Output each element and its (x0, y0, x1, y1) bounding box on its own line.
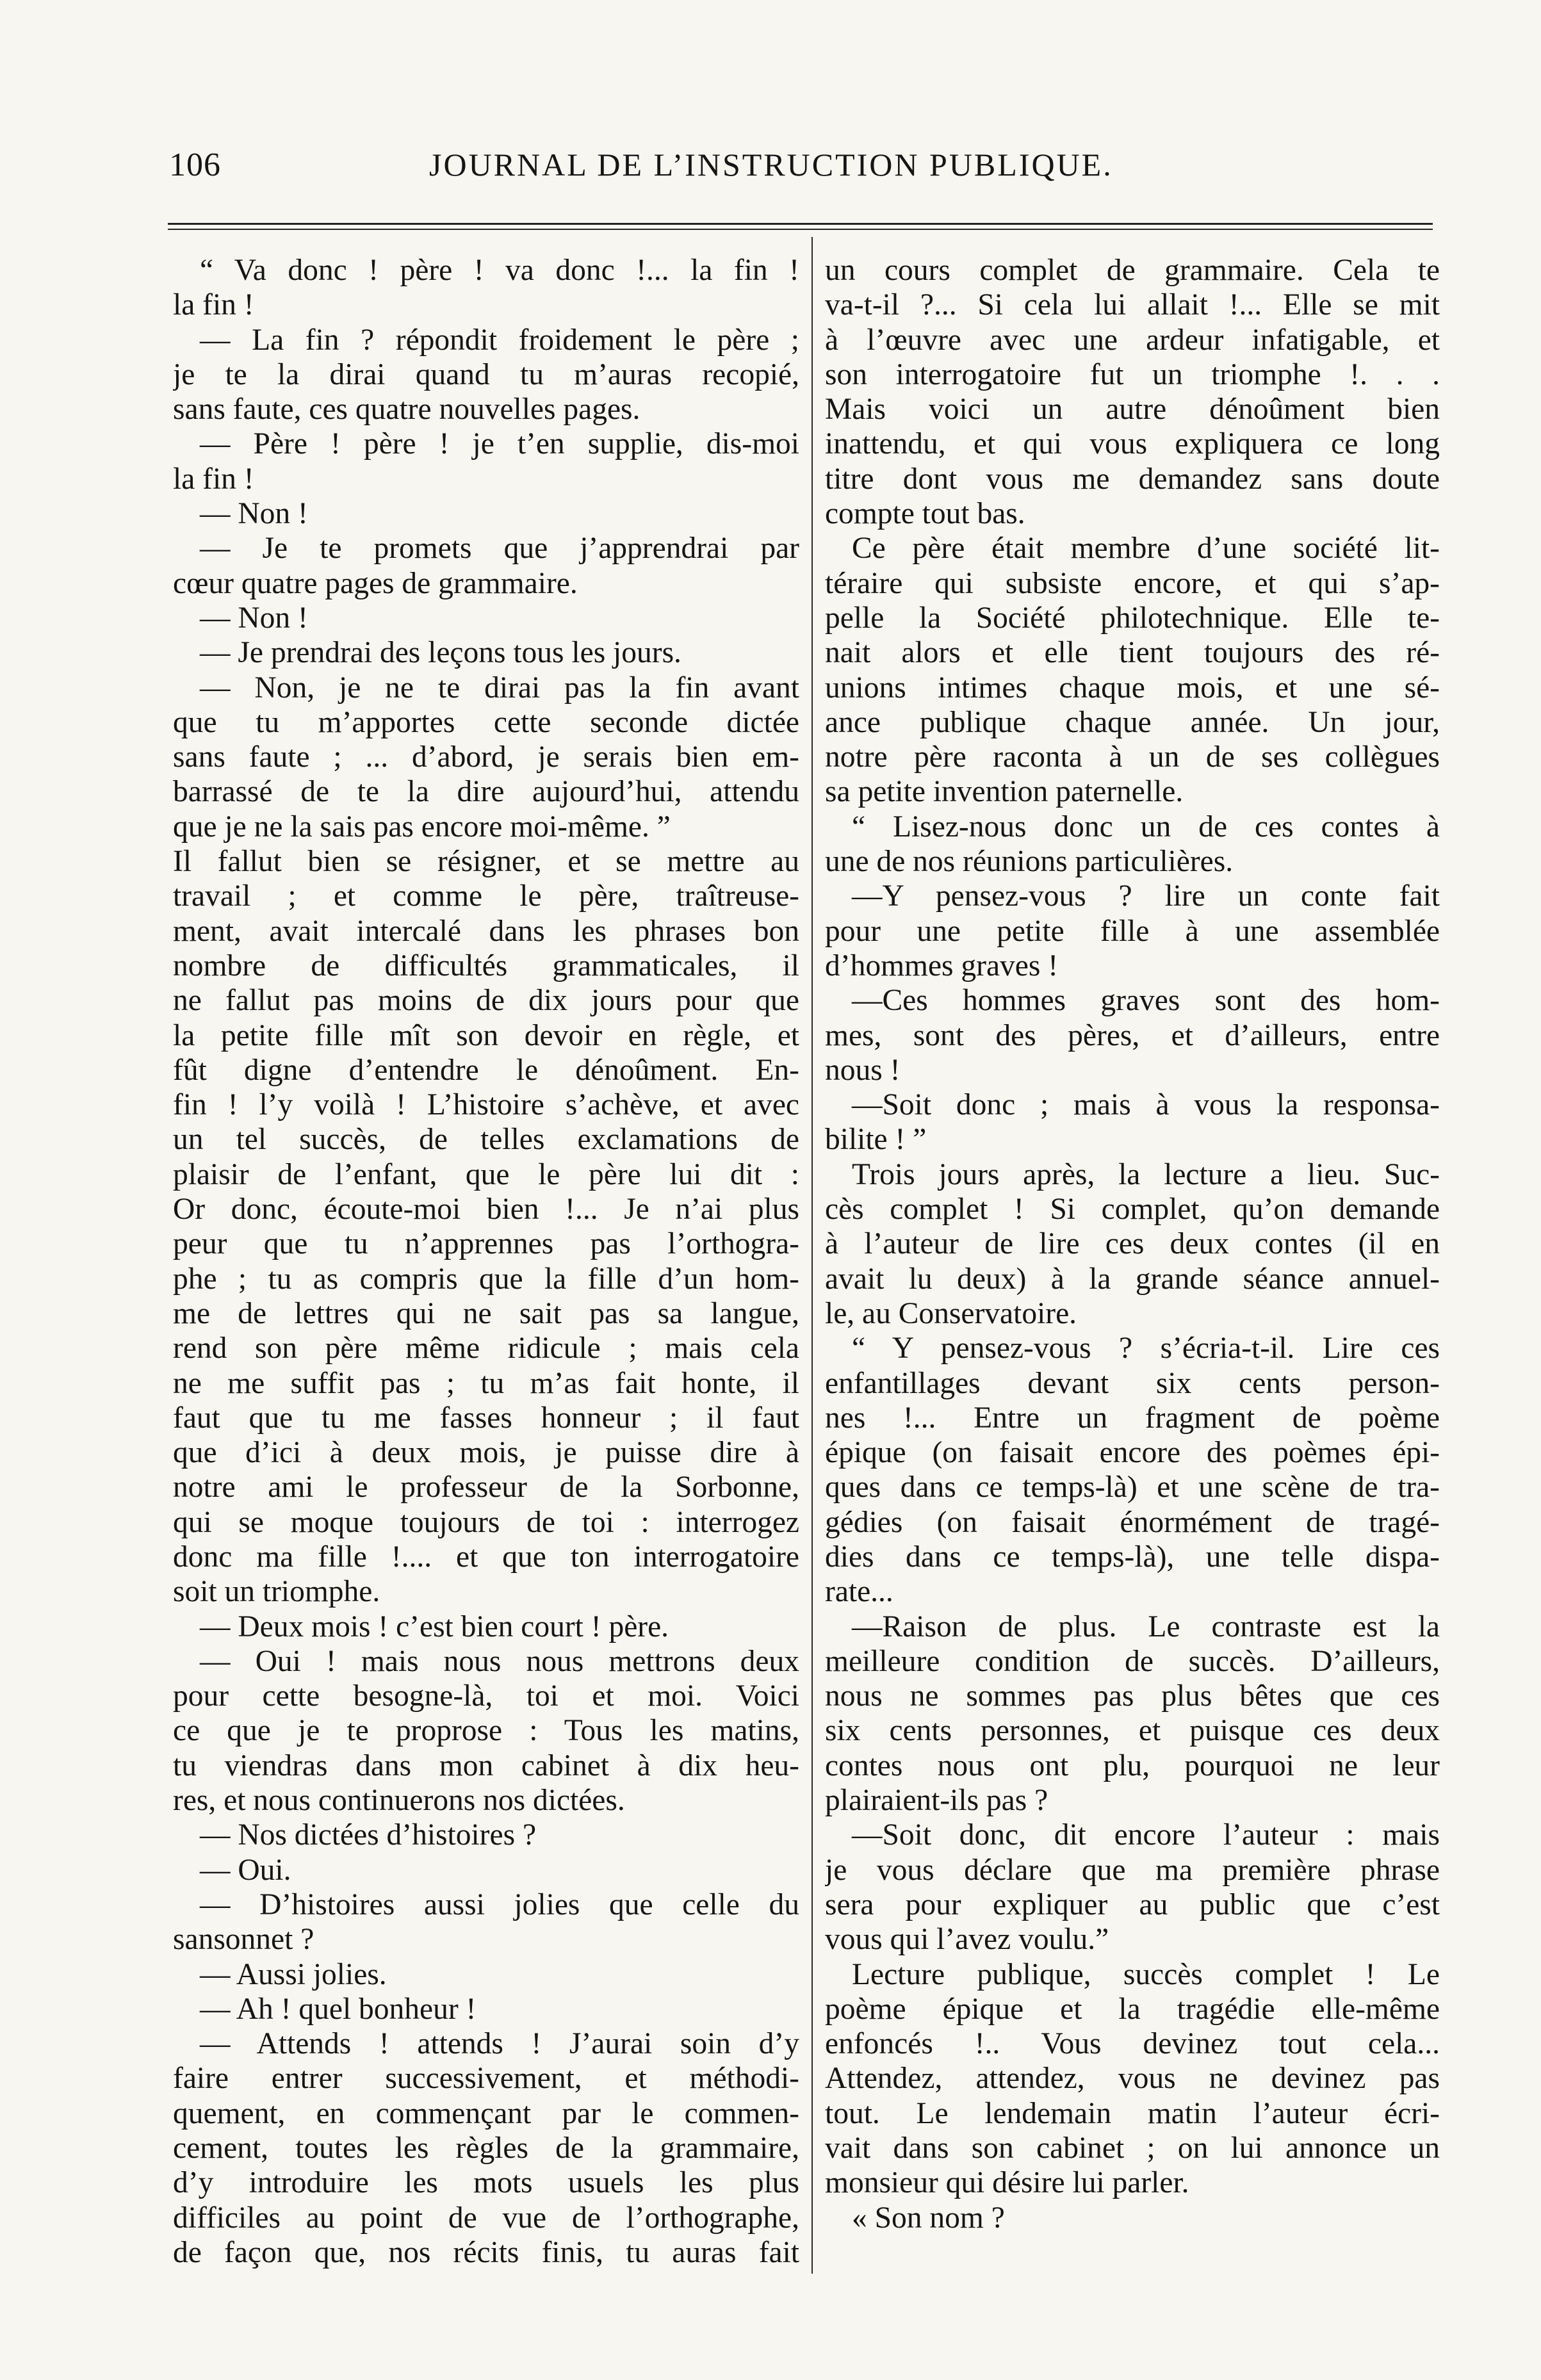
text-line: ne me suffit pas ; tu m’as fait honte, il (173, 1366, 799, 1400)
text-line: que je ne la sais pas encore moi-même. ” (173, 810, 671, 844)
text-line: avait lu deux) à la grande séance annuel- (825, 1262, 1440, 1296)
text-line: — Aussi jolies. (200, 1957, 387, 1991)
text-line: res, et nous continuerons nos dictées. (173, 1784, 625, 1818)
text-line: un tel succès, de telles exclamations de (173, 1123, 799, 1157)
text-line: difficiles au point de vue de l’orthographe, (173, 2201, 799, 2235)
text-line: enfoncés !.. Vous devinez tout cela... (825, 2027, 1440, 2061)
text-line: plairaient-ils pas ? (825, 1784, 1048, 1818)
text-line: — Non ! (200, 497, 308, 531)
text-line: ques dans ce temps-là) et une scène de tra- (825, 1471, 1440, 1504)
text-line: Or donc, écoute-moi bien !... Je n’ai plus (173, 1193, 799, 1227)
text-line: — Oui. (200, 1853, 291, 1887)
text-line: — Non, je ne te dirai pas la fin avant (200, 671, 799, 705)
text-line: contes nous ont plu, pourquoi ne leur (825, 1748, 1440, 1782)
text-line: monsieur qui désire lui parler. (825, 2166, 1189, 2200)
text-line: — Père ! père ! je t’en supplie, dis-moi (200, 427, 799, 461)
text-line: nes !... Entre un fragment de poème (825, 1401, 1440, 1435)
text-line: tu viendras dans mon cabinet à dix heu- (173, 1748, 799, 1782)
text-line: Mais voici un autre dénoûment bien (825, 393, 1440, 427)
column-divider (811, 237, 813, 2274)
text-line: sansonnet ? (173, 1923, 314, 1957)
text-line: sa petite invention paternelle. (825, 775, 1184, 809)
text-line: un cours complet de grammaire. Cela te (825, 254, 1440, 287)
text-line: faire entrer successivement, et méthodi- (173, 2062, 799, 2096)
page-number: 106 (169, 147, 221, 183)
text-line: d’hommes graves ! (825, 949, 1059, 982)
text-line: ne fallut pas moins de dix jours pour que (173, 984, 799, 1018)
text-line: fin ! l’y voilà ! L’histoire s’achève, et avec (173, 1088, 799, 1122)
right-column (825, 253, 1440, 2235)
text-line: notre ami le professeur de la Sorbonne, (173, 1471, 799, 1504)
text-line: notre père raconta à un de ses collègues (825, 740, 1440, 774)
text-line: nous ne sommes pas plus bêtes que ces (825, 1679, 1440, 1713)
text-line: — Oui ! mais nous nous mettrons deux (200, 1644, 799, 1678)
text-line: poème épique et la tragédie elle-même (825, 1992, 1440, 2026)
text-line: — La fin ? répondit froidement le père ; (200, 323, 799, 357)
text-line: quement, en commençant par le commen- (173, 2096, 799, 2130)
text-line: « Son nom ? (852, 2201, 1005, 2235)
text-line: de façon que, nos récits finis, tu auras fait (173, 2235, 799, 2269)
left-column (173, 253, 799, 2270)
text-line: sans faute ; ... d’abord, je serais bien em- (173, 740, 799, 774)
text-line: ment, avait intercalé dans les phrases bon (173, 914, 799, 948)
text-line: phe ; tu as compris que la fille d’un hom- (173, 1262, 799, 1296)
text-line: — D’histoires aussi jolies que celle du (200, 1887, 799, 1921)
text-line: meilleure condition de succès. D’ailleurs, (825, 1644, 1440, 1678)
text-line: — Deux mois ! c’est bien court ! père. (200, 1610, 669, 1643)
text-line: que tu m’apportes cette seconde dictée (173, 705, 799, 739)
text-line: peur que tu n’apprennes pas l’orthogra- (173, 1227, 799, 1261)
text-line: son interrogatoire fut un triomphe !. . . (825, 357, 1440, 391)
text-line: sans faute, ces quatre nouvelles pages. (173, 393, 640, 427)
text-line: — Je te promets que j’apprendrai par (200, 532, 799, 566)
text-line: nombre de difficultés grammaticales, il (173, 949, 799, 982)
text-line: sera pour expliquer au public que c’est (825, 1887, 1440, 1921)
header-rule (168, 223, 1433, 225)
text-line: —Soit donc ; mais à vous la responsa- (852, 1088, 1440, 1122)
text-line: Trois jours après, la lecture a lieu. Suc- (852, 1157, 1440, 1191)
text-line: Attendez, attendez, vous ne devinez pas (825, 2062, 1440, 2096)
text-line: épique (on faisait encore des poèmes épi- (825, 1436, 1440, 1470)
text-line: je te la dirai quand tu m’auras recopié, (173, 357, 799, 391)
text-line: — Attends ! attends ! J’aurai soin d’y (200, 2027, 799, 2061)
text-line: cœur quatre pages de grammaire. (173, 566, 578, 600)
text-line: —Y pensez-vous ? lire un conte fait (852, 879, 1440, 913)
text-line: fût digne d’entendre le dénoûment. En- (173, 1053, 799, 1087)
text-line: tout. Le lendemain matin l’auteur écri- (825, 2096, 1440, 2130)
text-line: qui se moque toujours de toi : interrogez (173, 1505, 799, 1539)
text-line: barrassé de te la dire aujourd’hui, attendu (173, 775, 799, 809)
header-rule-double (168, 229, 1433, 230)
text-line: la fin ! (173, 462, 254, 496)
text-line: vait dans son cabinet ; on lui annonce un (825, 2131, 1440, 2165)
text-line: travail ; et comme le père, traîtreuse- (173, 879, 799, 913)
text-line: la petite fille mît son devoir en règle, et (173, 1018, 799, 1052)
running-header (160, 146, 1435, 191)
text-line: pelle la Société philotechnique. Elle te- (825, 601, 1440, 635)
text-line: la fin ! (173, 288, 254, 322)
text-line: —Soit donc, dit encore l’auteur : mais (852, 1818, 1440, 1852)
text-line: Lecture publique, succès complet ! Le (852, 1957, 1440, 1991)
text-line: que d’ici à deux mois, je puisse dire à (173, 1436, 799, 1470)
text-line: — Nos dictées d’histoires ? (200, 1818, 537, 1852)
text-line: enfantillages devant six cents person- (825, 1366, 1440, 1400)
text-line: inattendu, et qui vous expliquera ce long (825, 427, 1440, 461)
text-line: nous ! (825, 1053, 901, 1087)
text-line: cès complet ! Si complet, qu’on demande (825, 1193, 1440, 1227)
text-line: — Non ! (200, 601, 308, 635)
text-line: faut que tu me fasses honneur ; il faut (173, 1401, 799, 1435)
text-line: pour cette besogne-là, toi et moi. Voici (173, 1679, 799, 1713)
text-line: à l’œuvre avec une ardeur infatigable, et (825, 323, 1440, 357)
text-line: rend son père même ridicule ; mais cela (173, 1332, 799, 1365)
text-line: — Ah ! quel bonheur ! (200, 1992, 477, 2026)
text-line: rate... (825, 1575, 893, 1609)
text-line: Il fallut bien se résigner, et se mettre au (173, 845, 799, 879)
text-line: va-t-il ?... Si cela lui allait !... Elle se mit (825, 288, 1440, 322)
text-line: le, au Conservatoire. (825, 1296, 1077, 1330)
text-line: “ Va donc ! père ! va donc !... la fin ! (200, 254, 799, 287)
text-line: d’y introduire les mots usuels les plus (173, 2166, 799, 2200)
text-line: vous qui l’avez voulu.” (825, 1923, 1109, 1957)
text-line: —Ces hommes graves sont des hom- (852, 984, 1440, 1018)
text-line: “ Y pensez-vous ? s’écria-t-il. Lire ces (852, 1332, 1440, 1365)
text-line: me de lettres qui ne sait pas sa langue, (173, 1296, 799, 1330)
text-line: téraire qui subsiste encore, et qui s’ap- (825, 566, 1440, 600)
text-line: ce que je te proprose : Tous les matins, (173, 1714, 799, 1748)
text-line: —Raison de plus. Le contraste est la (852, 1610, 1440, 1643)
text-line: unions intimes chaque mois, et une sé- (825, 671, 1440, 705)
text-line: ance publique chaque année. Un jour, (825, 705, 1440, 739)
text-line: gédies (on faisait énormément de tragé- (825, 1505, 1440, 1539)
text-line: bilite ! ” (825, 1123, 927, 1157)
text-line: titre dont vous me demandez sans doute (825, 462, 1440, 496)
text-line: soit un triomphe. (173, 1575, 380, 1609)
text-line: plaisir de l’enfant, que le père lui dit : (173, 1157, 799, 1191)
text-line: nait alors et elle tient toujours des ré- (825, 636, 1440, 670)
text-line: dies dans ce temps-là), une telle dispa- (825, 1540, 1440, 1574)
text-line: “ Lisez-nous donc un de ces contes à (852, 810, 1440, 844)
text-line: à l’auteur de lire ces deux contes (il en (825, 1227, 1440, 1261)
text-line: pour une petite fille à une assemblée (825, 914, 1440, 948)
text-line: je vous déclare que ma première phrase (825, 1853, 1440, 1887)
text-line: cement, toutes les règles de la grammaire, (173, 2131, 799, 2165)
text-line: une de nos réunions particulières. (825, 845, 1234, 879)
text-line: — Je prendrai des leçons tous les jours. (200, 636, 681, 670)
text-line: Ce père était membre d’une société lit- (852, 532, 1440, 566)
journal-title: JOURNAL DE L’INSTRUCTION PUBLIQUE. (429, 147, 1113, 183)
text-line: donc ma fille !.... et que ton interrogatoire (173, 1540, 799, 1574)
text-line: mes, sont des pères, et d’ailleurs, entre (825, 1018, 1440, 1052)
text-line: six cents personnes, et puisque ces deux (825, 1714, 1440, 1748)
text-line: compte tout bas. (825, 497, 1025, 531)
